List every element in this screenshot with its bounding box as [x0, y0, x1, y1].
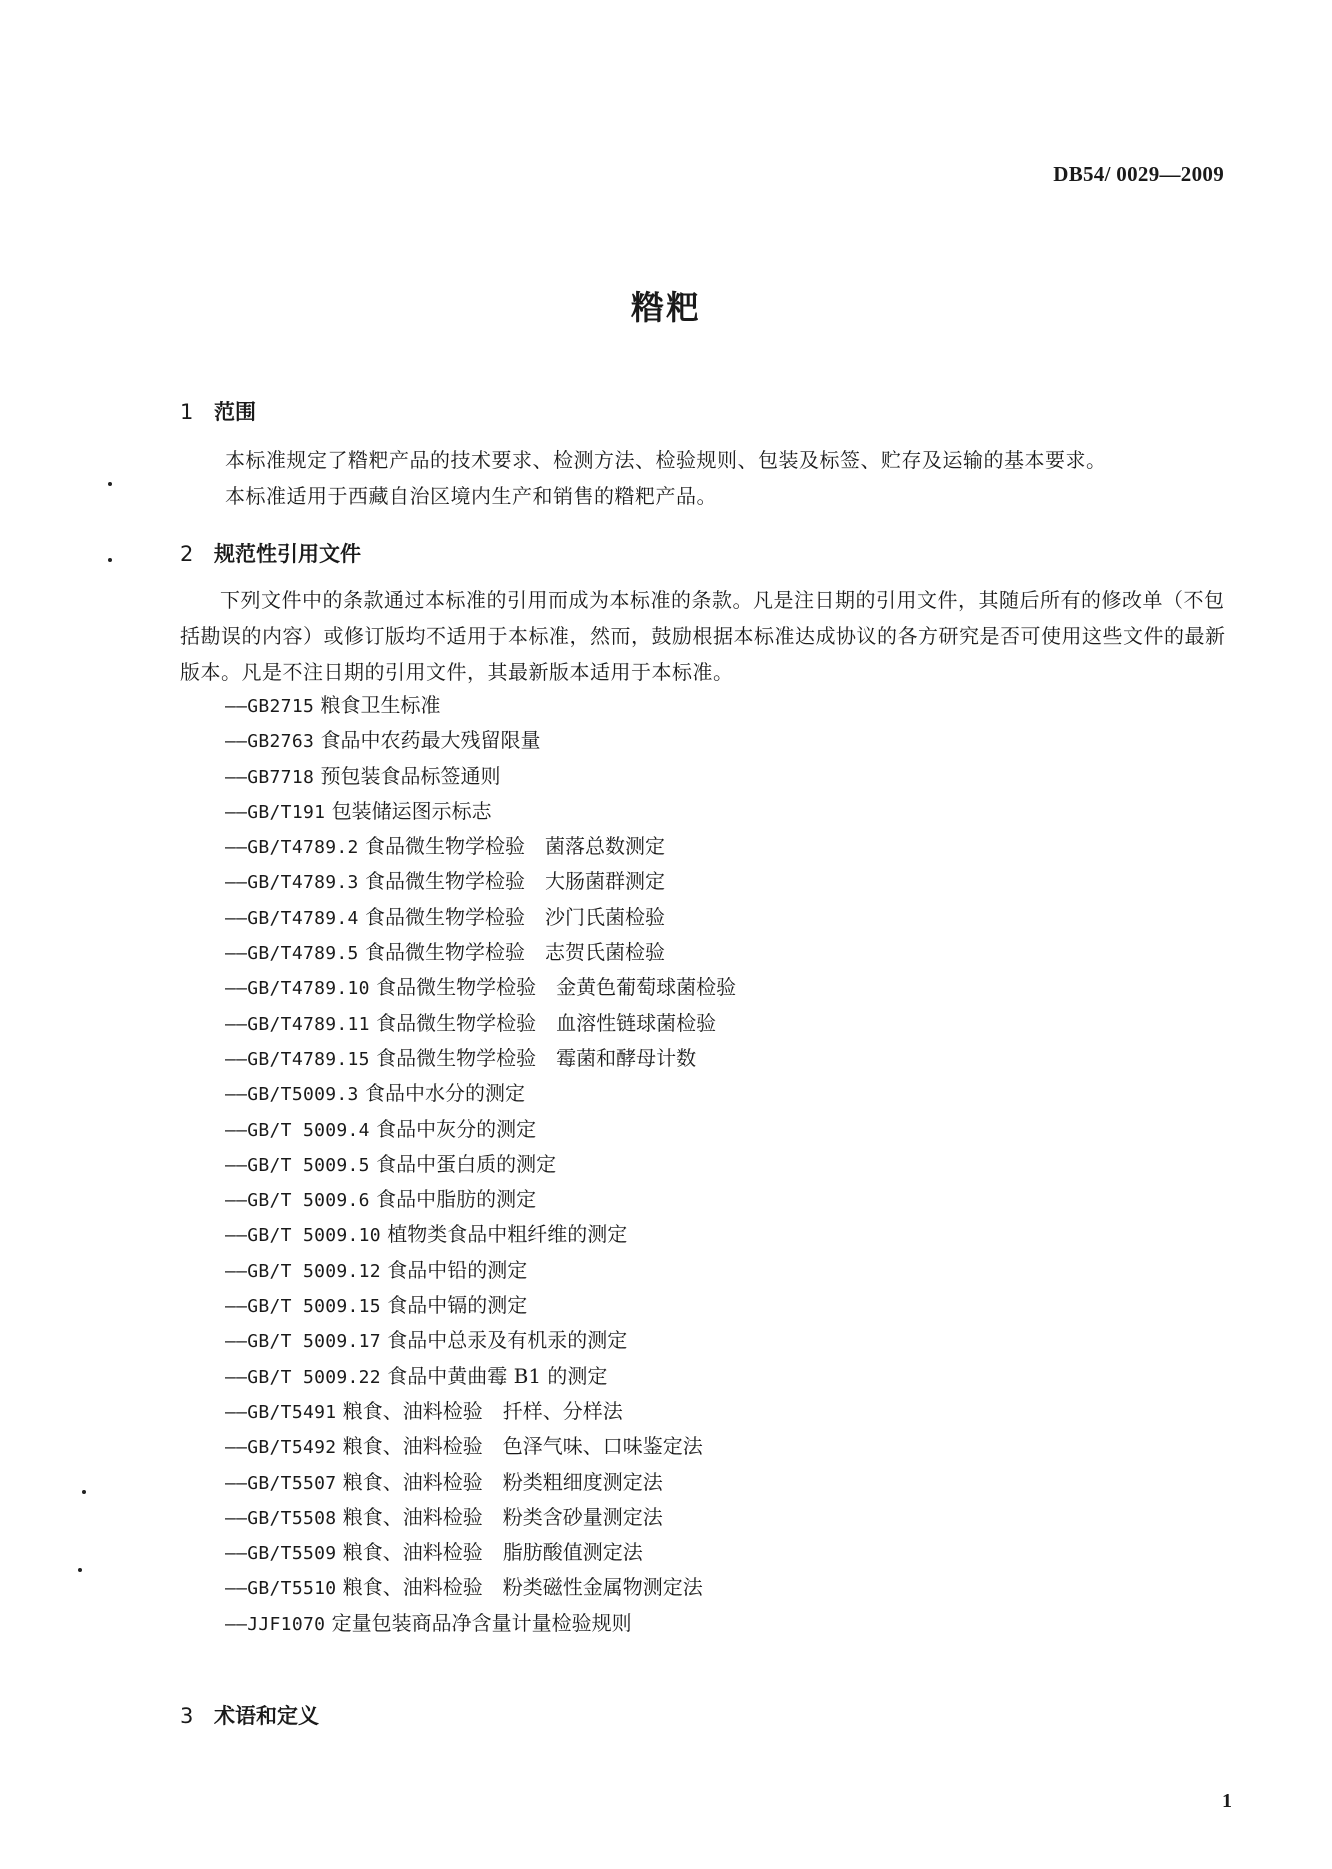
reference-name: 食品微生物学检验 菌落总数测定	[365, 834, 666, 859]
document-title: 糌粑	[631, 288, 701, 327]
reference-name: 粮食、油料检验 粉类粗细度测定法	[342, 1469, 663, 1494]
section-title: 规范性引用文件	[214, 542, 361, 566]
reference-item	[225, 723, 736, 758]
reference-item	[225, 794, 736, 829]
reference-code: ——GB/T5509	[225, 1543, 337, 1565]
reference-code: ——GB/T 5009.12	[225, 1260, 381, 1282]
section-title: 范围	[214, 400, 256, 424]
reference-item	[225, 1112, 736, 1147]
reference-item	[225, 1323, 736, 1358]
reference-name: 定量包装商品净含量计量检验规则	[331, 1610, 632, 1635]
reference-name: 食品中镉的测定	[387, 1293, 528, 1318]
reference-name: 预包装食品标签通则	[320, 763, 501, 788]
reference-name: 食品中脂肪的测定	[376, 1187, 537, 1212]
reference-name: 食品微生物学检验 志贺氏菌检验	[365, 940, 666, 965]
reference-code: ——GB/T4789.2	[225, 837, 359, 859]
reference-name: 食品微生物学检验 血溶性链球菌检验	[376, 1010, 717, 1035]
reference-name: 食品中蛋白质的测定	[376, 1151, 557, 1176]
reference-item	[225, 1288, 736, 1323]
reference-item	[225, 1076, 736, 1111]
reference-item	[225, 1570, 736, 1605]
reference-item	[225, 1500, 736, 1535]
reference-item	[225, 1006, 736, 1041]
reference-name: 粮食、油料检验 脂肪酸值测定法	[342, 1540, 643, 1565]
page-number: 1	[1222, 1790, 1232, 1812]
reference-item	[225, 1147, 736, 1182]
reference-code: ——GB/T5510	[225, 1578, 337, 1600]
reference-name: 食品微生物学检验 大肠菌群测定	[365, 869, 666, 894]
reference-name: 粮食、油料检验 扦样、分样法	[342, 1398, 623, 1423]
reference-name: 粮食、油料检验 色泽气味、口味鉴定法	[342, 1434, 703, 1459]
reference-name: 粮食卫生标准	[320, 693, 441, 717]
scan-speck	[78, 1568, 82, 1572]
reference-name: 食品中农药最大残留限量	[320, 728, 541, 753]
section-number: 2	[180, 542, 194, 566]
reference-item	[225, 1217, 736, 1252]
section-number: 1	[180, 400, 194, 424]
reference-code: ——GB/T5009.3	[225, 1084, 359, 1106]
reference-item	[225, 759, 736, 794]
section-2-paragraph: 下列文件中的条款通过本标准的引用而成为本标准的条款。凡是注日期的引用文件，其随后所有的修改单（不包括勘误的内容）或修订版均不适用于本标准，然而，鼓励根据本标准达成协议的各方研究是否可使用这些文件的最新版本。凡是不注日期的引用文件，其最新版本适用于本标准。	[180, 588, 1226, 684]
reference-item	[225, 1359, 736, 1394]
reference-code: ——GB/T5491	[225, 1401, 337, 1423]
reference-item	[225, 900, 736, 935]
reference-code: ——GB/T4789.11	[225, 1013, 370, 1035]
reference-code: ——GB/T 5009.22	[225, 1366, 381, 1388]
reference-code: ——GB/T4789.10	[225, 978, 370, 1000]
reference-item	[225, 829, 736, 864]
reference-code: ——GB/T5508	[225, 1507, 337, 1529]
reference-code: ——GB/T 5009.10	[225, 1225, 381, 1247]
reference-item	[225, 1253, 736, 1288]
reference-name: 植物类食品中粗纤维的测定	[387, 1222, 628, 1247]
reference-name: 食品微生物学检验 沙门氏菌检验	[365, 904, 666, 929]
reference-code: ——GB/T4789.3	[225, 872, 359, 894]
reference-code: ——GB/T 5009.17	[225, 1331, 381, 1353]
section-2-heading	[180, 538, 361, 568]
reference-code: ——GB2763	[225, 731, 315, 753]
section-1-paragraph: 本标准规定了糌粑产品的技术要求、检测方法、检验规则、包装及标签、贮存及运输的基本要求。	[225, 448, 1107, 472]
reference-code: ——GB/T 5009.5	[225, 1154, 370, 1176]
reference-code: ——GB/T4789.4	[225, 907, 359, 929]
reference-item	[225, 1182, 736, 1217]
reference-item	[225, 1465, 736, 1500]
reference-list	[225, 688, 736, 1641]
reference-item	[225, 1429, 736, 1464]
reference-item	[225, 688, 736, 723]
reference-code: ——GB/T 5009.15	[225, 1296, 381, 1318]
reference-code: ——GB/T5507	[225, 1472, 337, 1494]
scan-speck	[108, 558, 112, 562]
section-1-heading	[180, 396, 256, 426]
reference-item	[225, 1041, 736, 1076]
reference-name: 包装储运图示标志	[331, 798, 492, 823]
reference-name: 粮食、油料检验 粉类含砂量测定法	[342, 1504, 663, 1529]
reference-name: 食品中水分的测定	[365, 1081, 526, 1106]
reference-code: ——JJF1070	[225, 1613, 326, 1635]
reference-name: 食品中铅的测定	[387, 1257, 528, 1282]
scan-speck	[108, 482, 112, 486]
section-1-paragraph: 本标准适用于西藏自治区境内生产和销售的糌粑产品。	[225, 484, 717, 508]
reference-item	[225, 1535, 736, 1570]
reference-code: ——GB/T 5009.4	[225, 1119, 370, 1141]
reference-code: ——GB2715	[225, 696, 315, 717]
scan-speck	[82, 1490, 86, 1494]
reference-code: ——GB/T4789.15	[225, 1048, 370, 1070]
reference-item	[225, 1394, 736, 1429]
reference-item	[225, 935, 736, 970]
reference-code: ——GB/T5492	[225, 1437, 337, 1459]
reference-name: 食品中灰分的测定	[376, 1116, 537, 1141]
section-3-heading	[180, 1700, 319, 1730]
reference-name: 食品微生物学检验 霉菌和酵母计数	[376, 1045, 697, 1070]
reference-item	[225, 1606, 736, 1641]
document-code: DB54/ 0029—2009	[1053, 162, 1224, 186]
reference-code: ——GB7718	[225, 766, 315, 788]
reference-name: 粮食、油料检验 粉类磁性金属物测定法	[342, 1575, 703, 1600]
reference-item	[225, 970, 736, 1005]
reference-code: ——GB/T191	[225, 801, 326, 823]
reference-name: 食品微生物学检验 金黄色葡萄球菌检验	[376, 975, 737, 1000]
reference-item	[225, 864, 736, 899]
section-number: 3	[180, 1704, 194, 1728]
reference-name: 食品中黄曲霉 B1 的测定	[387, 1363, 608, 1388]
reference-code: ——GB/T 5009.6	[225, 1190, 370, 1212]
reference-code: ——GB/T4789.5	[225, 943, 359, 965]
reference-name: 食品中总汞及有机汞的测定	[387, 1328, 628, 1353]
section-title: 术语和定义	[214, 1704, 319, 1728]
